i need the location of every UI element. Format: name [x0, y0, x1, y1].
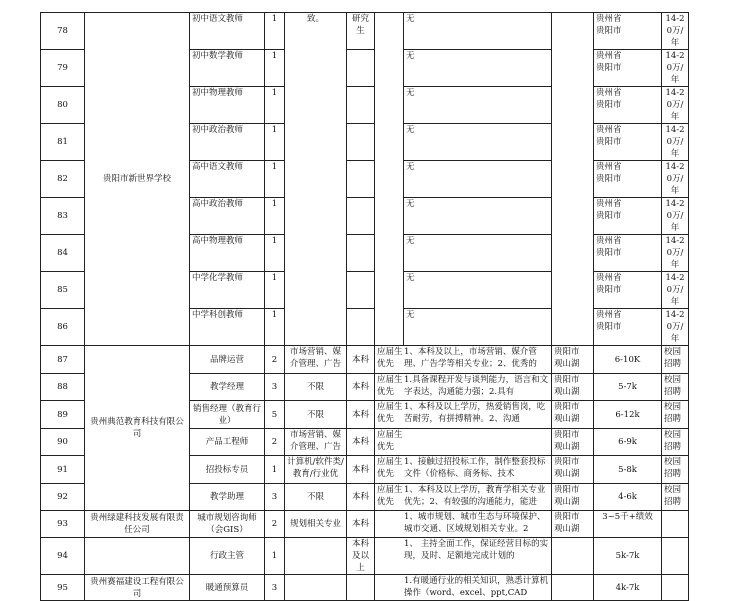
salary: 5k-7k — [594, 538, 662, 575]
education: 本科 — [347, 511, 375, 538]
major: 致。 — [285, 13, 347, 346]
table-row — [41, 575, 689, 601]
company-name: 贵州绿建科技发展有限责任公司 — [85, 511, 190, 538]
post-name: 初中语文教师 — [190, 13, 265, 50]
table-row — [41, 538, 689, 575]
job-table — [40, 12, 689, 601]
job-type: 校园招聘 — [662, 456, 689, 484]
company-name: 贵州赛福建设工程有限公司 — [85, 575, 190, 601]
major: 市场营销、媒介管理、广告 — [285, 429, 347, 456]
location: 贵州省 贵阳市 — [594, 13, 662, 50]
location: 贵州省 贵阳市 — [594, 124, 662, 161]
location: 贵州省 贵阳市 — [594, 87, 662, 124]
headcount: 1 — [265, 161, 285, 198]
row-number: 94 — [41, 538, 85, 575]
row-number: 80 — [41, 87, 85, 124]
headcount: 1 — [265, 13, 285, 50]
education — [347, 50, 375, 87]
row-number: 84 — [41, 235, 85, 272]
post-name: 教学助理 — [190, 484, 265, 511]
row-number: 92 — [41, 484, 85, 511]
major — [285, 538, 347, 575]
post-name: 高中政治教师 — [190, 198, 265, 235]
headcount: 2 — [265, 346, 285, 374]
row-number: 85 — [41, 272, 85, 309]
major: 不限 — [285, 401, 347, 429]
freshman-req: 应届生优先 1、本科及以上，市场营销、媒介管理、广告学等相关专业；2、优秀的 — [375, 346, 552, 374]
location: 贵阳市 观山湖 — [552, 429, 594, 456]
location: 贵州省 贵阳市 — [594, 50, 662, 87]
freshman-req: 应届生优先 1.具备课程开发与谈判能力，语言和文字表达，沟通能力强；2.具有 — [375, 374, 552, 401]
row-number: 91 — [41, 456, 85, 484]
freshman-req: 应届生优先 1、本科及以上学历，教育学相关专业优先；2、有较强的沟通能力，能进 — [375, 484, 552, 511]
education — [347, 575, 375, 601]
location: 贵阳市 观山湖 — [552, 374, 594, 401]
table-row — [41, 511, 689, 538]
company-name: 贵阳市新世界学校 — [85, 13, 190, 346]
education: 研究生 — [347, 13, 375, 50]
requirements — [552, 13, 594, 346]
freshman: 无 — [404, 309, 552, 346]
location: 贵州省 贵阳市 — [594, 309, 662, 346]
location: 贵州省 贵阳市 — [594, 198, 662, 235]
post-name: 初中物理教师 — [190, 87, 265, 124]
job-type — [662, 538, 689, 575]
post-name: 中学科创教师 — [190, 309, 265, 346]
salary: 14-20万/年 — [662, 235, 689, 272]
major: 计算机/软件类/教育/行业优 — [285, 456, 347, 484]
row-number: 83 — [41, 198, 85, 235]
headcount: 1 — [265, 272, 285, 309]
table-row — [41, 13, 689, 50]
education: 本科 — [347, 401, 375, 429]
post-name: 初中政治教师 — [190, 124, 265, 161]
freshman: 无 — [404, 13, 552, 50]
salary: 5-7k — [594, 374, 662, 401]
freshman: 无 — [404, 87, 552, 124]
salary: 14-20万/年 — [662, 124, 689, 161]
education — [347, 235, 375, 272]
freshman: 无 — [404, 124, 552, 161]
company-name: 贵州典范教育科技有限公司 — [85, 346, 190, 511]
freshman-req: 1.有暖通行业的相关知识，熟悉计算机操作（word、excel、ppt,CAD — [375, 575, 552, 601]
salary: 4-6k — [594, 484, 662, 511]
row-number: 81 — [41, 124, 85, 161]
row-number: 79 — [41, 50, 85, 87]
job-type: 校园招聘 — [662, 346, 689, 374]
salary: 6-10K — [594, 346, 662, 374]
location: 贵阳市 观山湖 — [552, 401, 594, 429]
empty-cell — [375, 13, 404, 346]
education: 本科 — [347, 346, 375, 374]
row-number: 95 — [41, 575, 85, 601]
salary: 5-8k — [594, 456, 662, 484]
job-type: 校园招聘 — [662, 484, 689, 511]
row-number: 78 — [41, 13, 85, 50]
post-name: 高中语文教师 — [190, 161, 265, 198]
salary: 14-20万/年 — [662, 161, 689, 198]
location: 贵阳市 观山湖 — [552, 346, 594, 374]
education: 本科 — [347, 429, 375, 456]
post-name: 暖通预算员 — [190, 575, 265, 601]
headcount: 2 — [265, 429, 285, 456]
job-type: 校园招聘 — [662, 374, 689, 401]
major: 市场营销、媒介管理、广告 — [285, 346, 347, 374]
headcount: 3 — [265, 484, 285, 511]
salary: 14-20万/年 — [662, 198, 689, 235]
freshman-req: 应届生优先 1、接触过招投标工作，制作整套投标文件（价格标、商务标、技术 — [375, 456, 552, 484]
headcount: 3 — [265, 575, 285, 601]
headcount: 2 — [265, 511, 285, 538]
education: 本科 — [347, 374, 375, 401]
row-number: 89 — [41, 401, 85, 429]
major: 不限 — [285, 484, 347, 511]
location — [552, 538, 594, 575]
freshman-req: 1、城市规划、城市生态与环境保护、城市交通、区域规划相关专业。2 — [375, 511, 552, 538]
headcount: 1 — [265, 124, 285, 161]
job-type: 校园招聘 — [662, 401, 689, 429]
salary: 14-20万/年 — [662, 272, 689, 309]
education — [347, 161, 375, 198]
row-number: 90 — [41, 429, 85, 456]
major — [285, 575, 347, 601]
major: 不限 — [285, 374, 347, 401]
location: 贵州省 贵阳市 — [594, 235, 662, 272]
salary: 14-20万/年 — [662, 13, 689, 50]
post-name: 行政主管 — [190, 538, 265, 575]
freshman: 无 — [404, 50, 552, 87]
salary: 6-9k — [594, 429, 662, 456]
post-name: 销售经理（教育行业） — [190, 401, 265, 429]
freshman: 无 — [404, 272, 552, 309]
row-number: 93 — [41, 511, 85, 538]
education — [347, 198, 375, 235]
freshman-req: 1、 主持全面工作，保证经营目标的实现，及时、足额地完成计划的 — [375, 538, 552, 575]
major: 规划相关专业 — [285, 511, 347, 538]
freshman: 无 — [404, 235, 552, 272]
salary: 4k-7k — [594, 575, 662, 601]
education: 本科 — [347, 484, 375, 511]
freshman: 无 — [404, 161, 552, 198]
education — [347, 309, 375, 346]
education: 本科 — [347, 456, 375, 484]
job-type: 校园招聘 — [662, 429, 689, 456]
headcount: 1 — [265, 456, 285, 484]
education — [347, 124, 375, 161]
post-name: 高中物理教师 — [190, 235, 265, 272]
salary: 14-20万/年 — [662, 87, 689, 124]
post-name: 中学化学教师 — [190, 272, 265, 309]
location: 贵州省 贵阳市 — [594, 161, 662, 198]
location: 贵阳市 观山湖 — [552, 511, 594, 538]
salary: 3~5千+绩效 — [594, 511, 662, 538]
education — [347, 272, 375, 309]
row-number: 86 — [41, 309, 85, 346]
location: 贵阳市 观山湖 — [552, 484, 594, 511]
headcount: 1 — [265, 235, 285, 272]
headcount: 1 — [265, 538, 285, 575]
headcount: 1 — [265, 50, 285, 87]
post-name: 品牌运营 — [190, 346, 265, 374]
headcount: 1 — [265, 87, 285, 124]
salary: 6-12k — [594, 401, 662, 429]
company-empty — [85, 538, 190, 575]
row-number: 87 — [41, 346, 85, 374]
location: 贵阳市 观山湖 — [552, 456, 594, 484]
row-number: 88 — [41, 374, 85, 401]
freshman: 无 — [404, 198, 552, 235]
table-row — [41, 346, 689, 374]
location: 贵州省 贵阳市 — [594, 272, 662, 309]
headcount: 1 — [265, 309, 285, 346]
headcount: 5 — [265, 401, 285, 429]
freshman-req: 应届生优先 1、本科及以上学历，热爱销售岗，吃苦耐劳，有拼搏精神。2、沟通 — [375, 401, 552, 429]
headcount: 1 — [265, 198, 285, 235]
post-name: 城市规划咨询师（会GIS） — [190, 511, 265, 538]
post-name: 产品工程师 — [190, 429, 265, 456]
row-number: 82 — [41, 161, 85, 198]
post-name: 招投标专员 — [190, 456, 265, 484]
post-name: 教学经理 — [190, 374, 265, 401]
headcount: 3 — [265, 374, 285, 401]
education — [347, 87, 375, 124]
job-type — [662, 575, 689, 601]
job-type — [662, 511, 689, 538]
freshman-req: 应届生优先 — [375, 429, 552, 456]
education: 本科及以上 — [347, 538, 375, 575]
salary: 14-20万/年 — [662, 309, 689, 346]
salary: 14-20万/年 — [662, 50, 689, 87]
post-name: 初中数学教师 — [190, 50, 265, 87]
location — [552, 575, 594, 601]
